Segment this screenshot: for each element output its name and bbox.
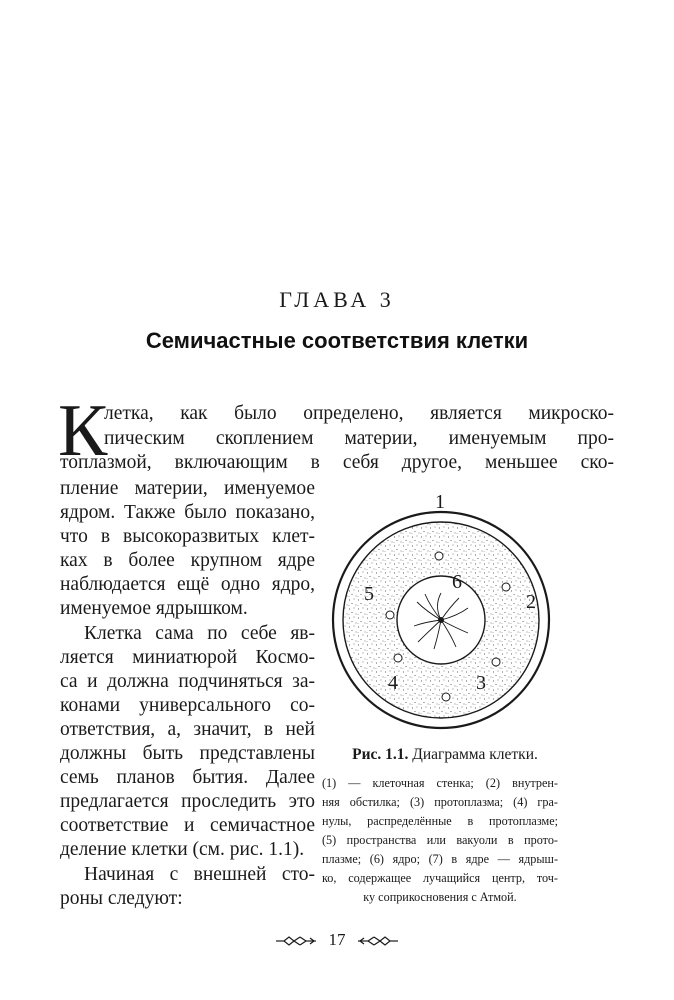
- ornament-right-icon: [356, 934, 400, 948]
- text-line: летка, как было определено, является микроско-: [104, 403, 614, 424]
- text-line: ядром. Также было показано,: [60, 502, 315, 523]
- figure-caption-prefix: Рис. 1.1.: [352, 746, 409, 763]
- chapter-title: Семичастные соответствия клетки: [145, 328, 529, 353]
- text-line: конами универсального со-: [60, 695, 315, 716]
- figure-note-line: няя обстилка; (3) протоплазма; (4) гра-: [322, 795, 558, 809]
- text-line: Клетка сама по себе яв-: [84, 623, 315, 644]
- page-footer: [0, 930, 674, 950]
- text-line: пление материи, именуемое: [60, 478, 315, 499]
- figure-label-6: 6: [452, 571, 462, 593]
- text-line: именуемое ядрышком.: [60, 598, 248, 619]
- figure-note-line: (1) — клеточная стенка; (2) внутрен-: [322, 776, 558, 790]
- figure-note-line: нулы, распределённые в протоплазме;: [322, 814, 558, 828]
- nucleolus-center: [438, 617, 444, 623]
- figure-label-5: 5: [364, 583, 374, 605]
- text-line: предлагается проследить это: [60, 791, 315, 812]
- figure-note-line: плазме; (6) ядро; (7) в ядре — ядрыш-: [322, 852, 558, 866]
- figure-label-1: 1: [435, 491, 445, 513]
- text-line: ках в более крупном ядре: [60, 550, 315, 571]
- figure-note-line: (5) пространства или вакуоли в прото-: [322, 833, 558, 847]
- figure-note-line: ко, содержащее лучащийся центр, точ-: [322, 871, 558, 885]
- vacuole: [442, 693, 450, 701]
- figure-caption: [330, 746, 560, 764]
- cell-diagram: [330, 490, 560, 740]
- text-line: соответствие и семичастное: [60, 815, 315, 836]
- text-line: ляется миниатюрой Космо-: [60, 647, 315, 668]
- text-line: са и должна подчиняться за-: [60, 671, 315, 692]
- figure-label-4: 4: [388, 672, 398, 694]
- text-line: должны быть представлены: [60, 743, 315, 764]
- text-line: пическим скоплением материи, именуемым про-: [104, 428, 614, 449]
- page-number: 17: [328, 930, 346, 949]
- text-line: что в высокоразвитых клет-: [60, 526, 315, 547]
- figure-label-3: 3: [476, 672, 486, 694]
- text-line: роны следуют:: [60, 888, 183, 909]
- figure-note-line: ку соприкосновения с Атмой.: [363, 890, 517, 904]
- ornament-left-icon: [274, 934, 318, 948]
- text-line: Начиная с внешней сто-: [84, 864, 315, 885]
- text-line: наблюдается ещё одно ядро,: [60, 574, 315, 595]
- figure-label-2: 2: [526, 591, 536, 613]
- vacuole: [435, 552, 443, 560]
- figure-caption-text: Диаграмма клетки.: [412, 746, 538, 763]
- text-line: деление клетки (см. рис. 1.1).: [60, 839, 305, 860]
- chapter-label: ГЛАВА 3: [279, 287, 395, 312]
- vacuole: [492, 658, 500, 666]
- text-line: топлазмой, включающим в себя другое, меньшее ско-: [60, 452, 614, 473]
- vacuole: [502, 583, 510, 591]
- vacuole: [386, 611, 394, 619]
- text-line: ответствия, а, значит, в ней: [60, 719, 315, 740]
- drop-cap: К: [58, 390, 108, 472]
- vacuole: [394, 654, 402, 662]
- text-line: семь планов бытия. Далее: [60, 767, 315, 788]
